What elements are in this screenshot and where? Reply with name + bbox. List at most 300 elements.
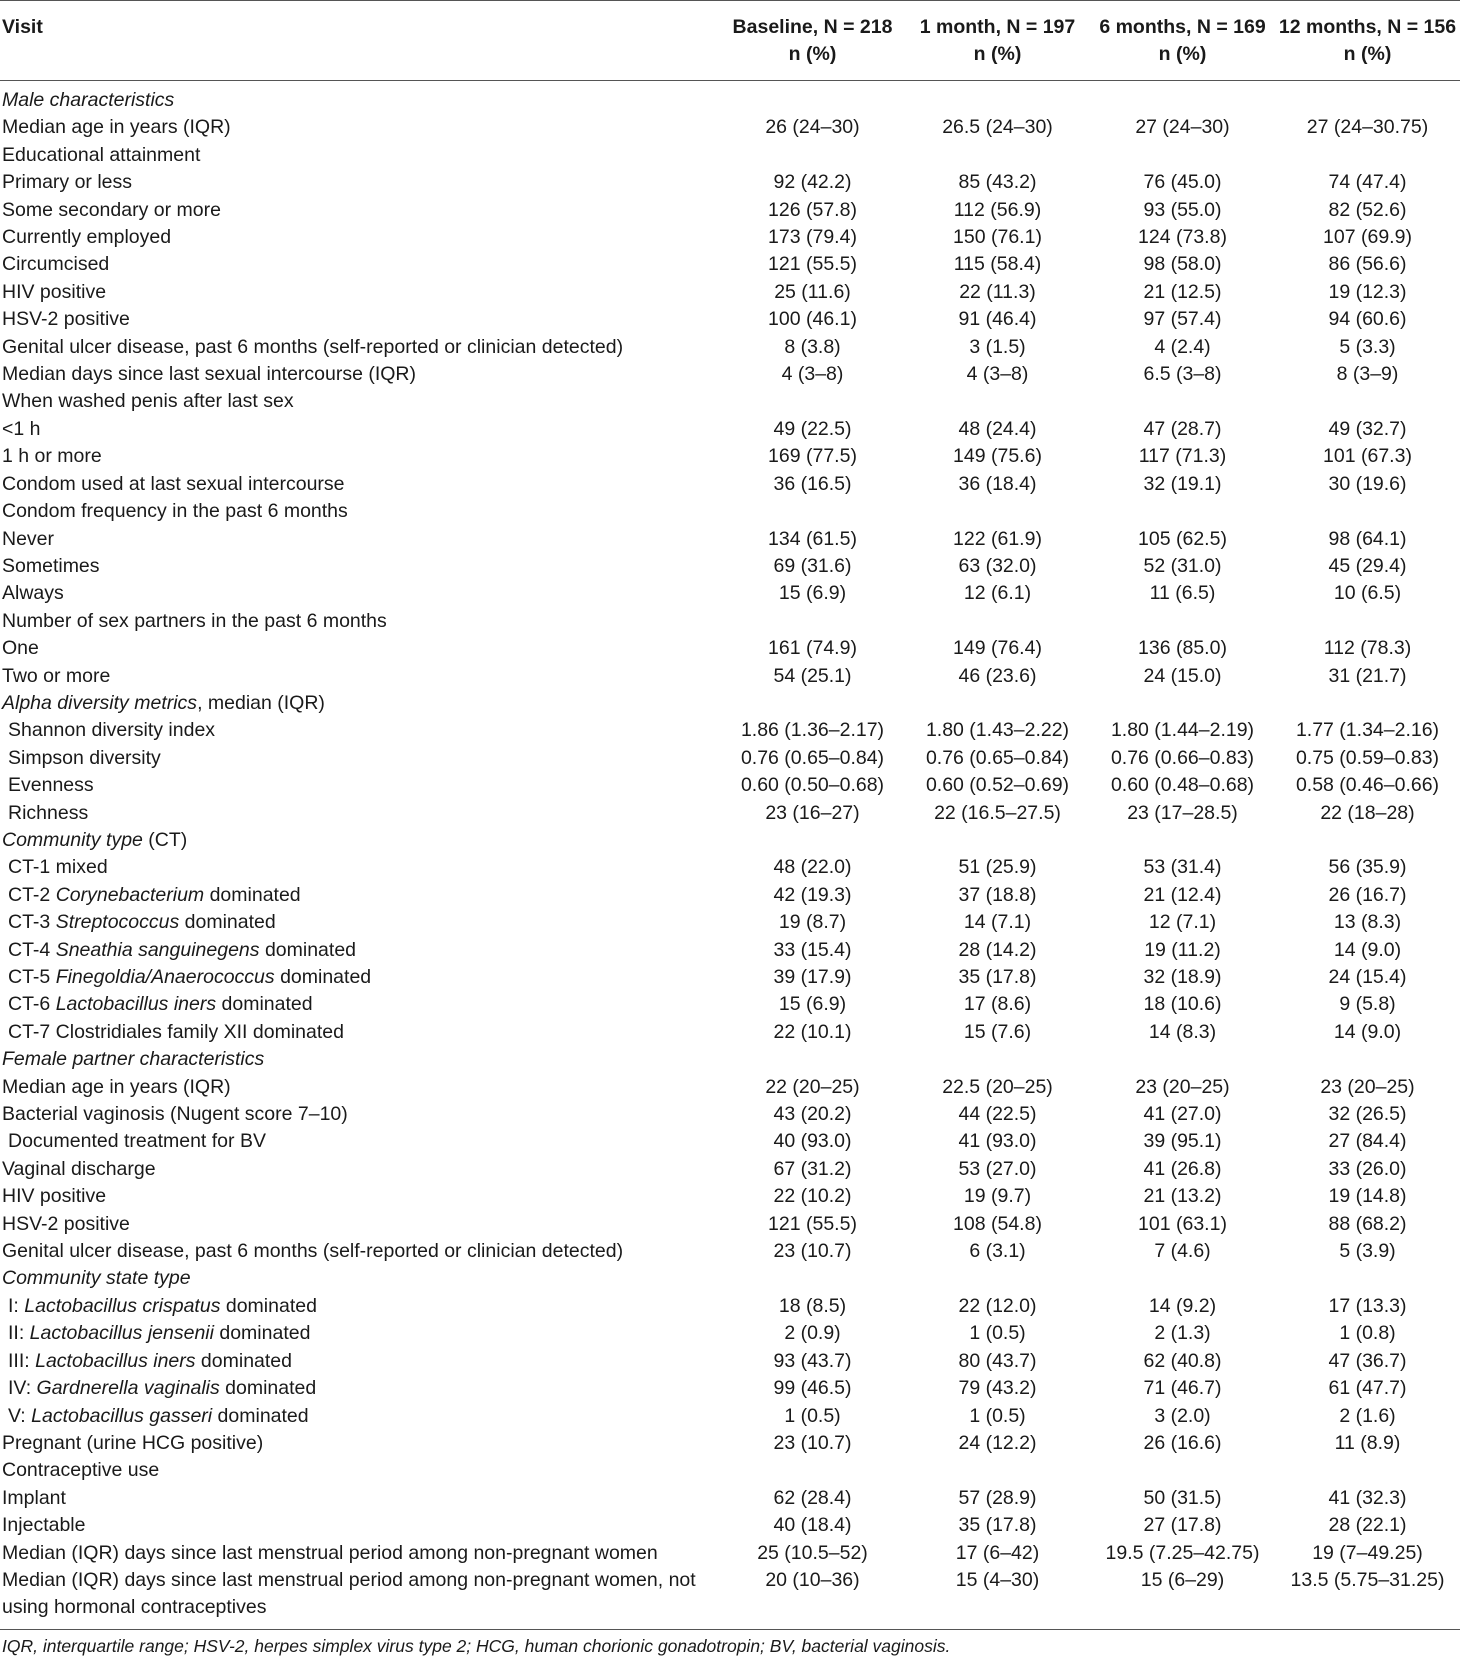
value-cell	[905, 1457, 1090, 1484]
row-label	[0, 882, 720, 909]
italic-label-part: Lactobacillus iners	[35, 1349, 196, 1372]
row-label: Richness	[8, 801, 89, 824]
value-cell: 33 (26.0)	[1328, 1157, 1407, 1180]
value-cell: 24 (12.2)	[958, 1431, 1037, 1454]
value-cell: 1.86 (1.36–2.17)	[740, 719, 885, 742]
baseline-column-header	[720, 1, 905, 81]
value-cell	[720, 498, 905, 525]
value-cell: 79 (43.2)	[958, 1377, 1037, 1400]
value-cell	[720, 81, 905, 115]
label-part: , median (IQR)	[197, 691, 325, 714]
row-label: Condom frequency in the past 6 months	[2, 500, 348, 523]
row-label: Genital ulcer disease, past 6 months (self-reported or clinician detected)	[2, 1240, 624, 1263]
value-cell: 48 (24.4)	[958, 417, 1037, 440]
value-cell: 63 (32.0)	[958, 554, 1037, 577]
value-cell	[905, 81, 1090, 115]
value-cell: 1.80 (1.44–2.19)	[1110, 719, 1255, 742]
value-cell: 47 (36.7)	[1328, 1349, 1407, 1372]
value-cell: 23 (17–28.5)	[1127, 801, 1238, 824]
value-cell	[1090, 608, 1275, 635]
value-cell: 22 (11.3)	[959, 280, 1036, 303]
value-cell: 20 (10–36)	[765, 1568, 860, 1591]
value-cell: 27 (24–30)	[1135, 116, 1230, 139]
label-part: dominated	[219, 1377, 317, 1400]
value-cell: 61 (47.7)	[1328, 1377, 1407, 1400]
row-label	[0, 1320, 720, 1347]
value-cell	[905, 498, 1090, 525]
value-cell: 40 (93.0)	[773, 1130, 852, 1153]
italic-label-part: Sneathia sanguinegens	[55, 938, 260, 961]
value-cell: 25 (10.5–52)	[757, 1541, 868, 1564]
value-cell: 98 (64.1)	[1328, 527, 1407, 550]
row-label	[0, 1265, 720, 1292]
value-cell: 101 (67.3)	[1323, 445, 1412, 468]
table-row	[0, 1183, 1460, 1210]
label-part: dominated	[213, 1322, 311, 1345]
row-label: Injectable	[2, 1514, 86, 1537]
value-cell: 99 (46.5)	[773, 1377, 852, 1400]
value-cell: 46 (23.6)	[958, 664, 1037, 687]
value-cell: 71 (46.7)	[1143, 1377, 1222, 1400]
label-part: CT-4	[8, 938, 56, 961]
table-row	[0, 827, 1460, 854]
column-header-unit: n (%)	[788, 43, 837, 65]
row-label	[0, 1403, 720, 1430]
value-cell: 28 (14.2)	[958, 938, 1037, 961]
value-cell: 149 (76.4)	[953, 637, 1042, 660]
table-row	[0, 909, 1460, 936]
italic-label-part: Alpha diversity metrics	[2, 691, 198, 714]
value-cell: 101 (63.1)	[1138, 1212, 1227, 1235]
value-cell: 53 (31.4)	[1143, 856, 1222, 879]
label-part: dominated	[216, 993, 313, 1016]
value-cell: 44 (22.5)	[958, 1103, 1037, 1126]
table-row	[0, 663, 1460, 690]
column-header-label: 1 month, N = 197	[919, 16, 1076, 38]
value-cell: 26 (16.6)	[1143, 1431, 1222, 1454]
value-cell: 121 (55.5)	[768, 253, 857, 276]
table-row	[0, 964, 1460, 991]
value-cell: 24 (15.0)	[1143, 664, 1222, 687]
row-label	[0, 1293, 720, 1320]
value-cell: 0.60 (0.50–0.68)	[740, 774, 885, 797]
table-row	[0, 1046, 1460, 1073]
value-cell: 121 (55.5)	[768, 1212, 857, 1235]
value-cell: 41 (93.0)	[958, 1130, 1037, 1153]
value-cell: 14 (9.0)	[1333, 938, 1402, 961]
column-header-label: 6 months, N = 169	[1099, 16, 1266, 38]
value-cell: 2 (0.9)	[784, 1322, 841, 1345]
row-label: Evenness	[8, 774, 94, 797]
label-part: V:	[8, 1404, 32, 1427]
value-cell: 62 (40.8)	[1143, 1349, 1222, 1372]
value-cell: 26.5 (24–30)	[942, 116, 1053, 139]
value-cell: 51 (25.9)	[958, 856, 1037, 879]
table-row	[0, 279, 1460, 306]
table-row	[0, 1211, 1460, 1238]
value-cell: 4 (3–8)	[781, 363, 844, 386]
value-cell: 23 (10.7)	[773, 1240, 852, 1263]
value-cell: 0.75 (0.59–0.83)	[1295, 746, 1440, 769]
value-cell: 25 (11.6)	[774, 280, 851, 303]
value-cell: 14 (9.0)	[1333, 1020, 1402, 1043]
table-row	[0, 306, 1460, 333]
value-cell: 41 (27.0)	[1143, 1103, 1222, 1126]
value-cell: 67 (31.2)	[773, 1157, 852, 1180]
value-cell: 27 (17.8)	[1143, 1514, 1222, 1537]
value-cell: 14 (7.1)	[963, 911, 1032, 934]
value-cell: 3 (2.0)	[1154, 1404, 1211, 1427]
italic-label-part: Finegoldia/Anaerococcus	[55, 966, 275, 988]
table-row	[0, 608, 1460, 635]
value-cell: 1 (0.5)	[969, 1404, 1026, 1427]
value-cell: 6.5 (3–8)	[1143, 363, 1222, 386]
table-row	[0, 169, 1460, 196]
value-cell: 74 (47.4)	[1328, 171, 1407, 194]
table-row	[0, 1348, 1460, 1375]
row-label	[0, 81, 720, 115]
table-row	[0, 882, 1460, 909]
value-cell	[1275, 690, 1460, 717]
italic-label-part: Lactobacillus iners	[55, 993, 217, 1016]
value-cell: 4 (2.4)	[1154, 335, 1211, 358]
row-label: Genital ulcer disease, past 6 months (self-reported or clinician detected)	[2, 335, 624, 358]
value-cell: 115 (58.4)	[953, 253, 1042, 276]
table-row	[0, 1265, 1460, 1292]
value-cell	[1090, 388, 1275, 415]
value-cell: 122 (61.9)	[953, 527, 1042, 550]
value-cell	[905, 690, 1090, 717]
row-label: Median days since last sexual intercourse (IQR)	[2, 363, 417, 386]
value-cell: 107 (69.9)	[1323, 226, 1412, 249]
value-cell	[1090, 827, 1275, 854]
value-cell: 52 (31.0)	[1143, 554, 1222, 577]
label-part: dominated	[259, 938, 357, 961]
value-cell: 0.58 (0.46–0.66)	[1295, 774, 1440, 797]
value-cell: 93 (43.7)	[773, 1349, 852, 1372]
value-cell: 19 (9.7)	[963, 1185, 1032, 1208]
value-cell: 22.5 (20–25)	[942, 1075, 1053, 1098]
label-part: CT-5	[8, 966, 56, 988]
value-cell: 41 (26.8)	[1143, 1157, 1222, 1180]
value-cell: 35 (17.8)	[958, 966, 1037, 988]
one-month-column-header	[905, 1, 1090, 81]
row-label: Two or more	[2, 664, 111, 687]
table-row	[0, 1457, 1460, 1484]
row-label: HSV-2 positive	[2, 308, 130, 331]
value-cell: 26 (16.7)	[1328, 883, 1407, 906]
row-label	[0, 827, 720, 854]
table-row	[0, 388, 1460, 415]
value-cell: 105 (62.5)	[1138, 527, 1227, 550]
value-cell: 1 (0.5)	[969, 1322, 1026, 1345]
row-label: Sometimes	[2, 554, 100, 577]
label-part: dominated	[274, 966, 372, 988]
value-cell: 56 (35.9)	[1328, 856, 1407, 879]
value-cell: 19 (7–49.25)	[1312, 1541, 1423, 1564]
row-label: Primary or less	[2, 171, 133, 194]
value-cell	[1275, 1265, 1460, 1292]
value-cell: 2 (1.6)	[1339, 1404, 1396, 1427]
row-label: 1 h or more	[2, 445, 102, 468]
value-cell: 15 (6.9)	[778, 993, 847, 1016]
value-cell: 4 (3–8)	[966, 363, 1029, 386]
six-months-column-header	[1090, 1, 1275, 81]
value-cell: 28 (22.1)	[1328, 1514, 1407, 1537]
table-row	[0, 580, 1460, 607]
value-cell: 32 (18.9)	[1143, 966, 1222, 988]
value-cell: 0.76 (0.65–0.84)	[740, 746, 885, 769]
row-label: Median (IQR) days since last menstrual period among non-pregnant women, not using hormonal contraceptives	[2, 1568, 696, 1618]
column-header-label: Baseline, N = 218	[732, 16, 893, 38]
row-label	[0, 937, 720, 964]
value-cell: 136 (85.0)	[1138, 637, 1227, 660]
table-row	[0, 772, 1460, 799]
value-cell: 12 (6.1)	[963, 582, 1032, 605]
row-label	[0, 1348, 720, 1375]
value-cell: 21 (13.2)	[1143, 1185, 1222, 1208]
row-label: Condom used at last sexual intercourse	[2, 472, 345, 495]
value-cell: 13 (8.3)	[1333, 911, 1402, 934]
table-header	[0, 1, 1460, 81]
value-cell: 19 (12.3)	[1328, 280, 1407, 303]
value-cell: 86 (56.6)	[1328, 253, 1407, 276]
value-cell: 169 (77.5)	[768, 445, 857, 468]
value-cell	[1275, 608, 1460, 635]
value-cell	[720, 690, 905, 717]
italic-label-part: Lactobacillus jensenii	[29, 1322, 214, 1345]
value-cell: 112 (56.9)	[953, 198, 1042, 221]
label-part: II:	[8, 1322, 30, 1345]
table-row	[0, 334, 1460, 361]
value-cell: 32 (19.1)	[1143, 472, 1222, 495]
label-part: dominated	[212, 1404, 309, 1427]
value-cell: 18 (8.5)	[778, 1294, 847, 1317]
header-row	[0, 1, 1460, 81]
value-cell: 124 (73.8)	[1138, 226, 1227, 249]
value-cell: 47 (28.7)	[1143, 417, 1222, 440]
italic-label-part: Female partner characteristics	[2, 1048, 265, 1071]
value-cell: 15 (6.9)	[778, 582, 847, 605]
row-label: Shannon diversity index	[8, 719, 216, 742]
value-cell: 48 (22.0)	[773, 856, 852, 879]
value-cell: 3 (1.5)	[969, 335, 1026, 358]
value-cell: 76 (45.0)	[1143, 171, 1222, 194]
value-cell: 85 (43.2)	[958, 171, 1037, 194]
value-cell	[720, 1457, 905, 1484]
value-cell: 1 (0.8)	[1339, 1322, 1396, 1345]
row-label: Contraceptive use	[2, 1459, 160, 1482]
value-cell: 1.77 (1.34–2.16)	[1295, 719, 1440, 742]
value-cell: 126 (57.8)	[768, 198, 857, 221]
table-body	[0, 81, 1460, 1630]
value-cell	[1090, 1265, 1275, 1292]
value-cell: 14 (9.2)	[1148, 1294, 1217, 1317]
value-cell: 10 (6.5)	[1333, 582, 1402, 605]
table-row	[0, 1156, 1460, 1183]
value-cell	[1090, 81, 1275, 115]
label-part: III:	[8, 1349, 36, 1372]
label-part: dominated	[179, 911, 276, 934]
value-cell: 19 (14.8)	[1328, 1185, 1407, 1208]
value-cell: 17 (13.3)	[1328, 1294, 1407, 1317]
table-row	[0, 1019, 1460, 1046]
label-part: I:	[8, 1294, 25, 1317]
value-cell: 1 (0.5)	[784, 1404, 841, 1427]
table-row	[0, 854, 1460, 881]
table-row	[0, 553, 1460, 580]
value-cell: 30 (19.6)	[1328, 472, 1407, 495]
value-cell: 49 (32.7)	[1328, 417, 1407, 440]
value-cell: 17 (8.6)	[963, 993, 1032, 1016]
value-cell: 80 (43.7)	[958, 1349, 1037, 1372]
row-label: <1 h	[2, 417, 41, 440]
value-cell: 36 (16.5)	[773, 472, 852, 495]
row-label: Never	[2, 527, 55, 550]
value-cell: 21 (12.5)	[1143, 280, 1222, 303]
table-row	[0, 416, 1460, 443]
row-label: Median age in years (IQR)	[2, 116, 231, 139]
table-row	[0, 443, 1460, 470]
table-row	[0, 937, 1460, 964]
table-row	[0, 1293, 1460, 1320]
table-row	[0, 1238, 1460, 1265]
value-cell: 35 (17.8)	[958, 1514, 1037, 1537]
row-label	[0, 1375, 720, 1402]
value-cell: 112 (78.3)	[1323, 637, 1412, 660]
value-cell: 19.5 (7.25–42.75)	[1105, 1541, 1260, 1564]
label-part: dominated	[220, 1294, 317, 1317]
value-cell: 17 (6–42)	[955, 1541, 1040, 1564]
value-cell: 15 (6–29)	[1140, 1568, 1225, 1591]
table-row	[0, 1403, 1460, 1430]
value-cell: 0.60 (0.52–0.69)	[925, 774, 1070, 797]
value-cell	[1090, 142, 1275, 169]
label-part: CT-2	[8, 883, 56, 906]
table-row	[0, 361, 1460, 388]
value-cell: 50 (31.5)	[1143, 1486, 1222, 1509]
value-cell: 42 (19.3)	[773, 883, 852, 906]
table-row	[0, 498, 1460, 525]
value-cell: 5 (3.9)	[1339, 1240, 1396, 1263]
value-cell: 161 (74.9)	[768, 637, 857, 660]
twelve-months-column-header	[1275, 1, 1460, 81]
column-header-label: 12 months, N = 156	[1278, 16, 1457, 38]
italic-label-part: Community type	[2, 828, 143, 851]
value-cell: 1.80 (1.43–2.22)	[925, 719, 1070, 742]
visit-column-header: Visit	[2, 16, 43, 38]
value-cell	[720, 142, 905, 169]
table-row	[0, 526, 1460, 553]
value-cell: 21 (12.4)	[1143, 883, 1222, 906]
value-cell: 39 (95.1)	[1143, 1130, 1222, 1153]
value-cell: 49 (22.5)	[773, 417, 852, 440]
row-label: Currently employed	[2, 226, 172, 249]
italic-label-part: Lactobacillus crispatus	[24, 1294, 221, 1317]
table-row	[0, 745, 1460, 772]
table-row	[0, 224, 1460, 251]
value-cell: 19 (11.2)	[1144, 938, 1221, 961]
row-label: Bacterial vaginosis (Nugent score 7–10)	[2, 1103, 348, 1126]
value-cell: 97 (57.4)	[1143, 308, 1222, 331]
table-footnote: IQR, interquartile range; HSV-2, herpes simplex virus type 2; HCG, human chorionic gonadotropin; BV, bacterial vaginosis.	[2, 1635, 951, 1656]
value-cell: 43 (20.2)	[773, 1103, 852, 1126]
table-row	[0, 717, 1460, 744]
table-row	[0, 1128, 1460, 1155]
value-cell: 62 (28.4)	[773, 1486, 852, 1509]
value-cell	[720, 608, 905, 635]
value-cell: 45 (29.4)	[1328, 554, 1407, 577]
value-cell: 36 (18.4)	[958, 472, 1037, 495]
row-label: Documented treatment for BV	[8, 1130, 266, 1153]
value-cell: 5 (3.3)	[1339, 335, 1396, 358]
value-cell: 11 (6.5)	[1149, 582, 1216, 605]
row-label	[0, 991, 720, 1018]
value-cell	[720, 1046, 905, 1073]
value-cell: 150 (76.1)	[953, 226, 1042, 249]
value-cell: 37 (18.8)	[958, 883, 1037, 906]
row-label: CT-7 Clostridiales family XII dominated	[8, 1020, 344, 1043]
value-cell	[1090, 1046, 1275, 1073]
value-cell: 53 (27.0)	[958, 1157, 1037, 1180]
value-cell	[905, 608, 1090, 635]
table-row	[0, 1375, 1460, 1402]
table-row	[0, 251, 1460, 278]
row-label: Vaginal discharge	[2, 1157, 156, 1180]
value-cell	[720, 827, 905, 854]
value-cell: 8 (3–9)	[1336, 363, 1399, 386]
value-cell: 23 (20–25)	[1320, 1075, 1415, 1098]
value-cell: 15 (4–30)	[955, 1568, 1040, 1591]
row-label: Implant	[2, 1486, 66, 1509]
value-cell: 33 (15.4)	[773, 938, 852, 961]
value-cell: 24 (15.4)	[1328, 966, 1407, 988]
value-cell: 39 (17.9)	[773, 966, 852, 988]
italic-label-part: Streptococcus	[55, 911, 180, 934]
value-cell: 12 (7.1)	[1148, 911, 1217, 934]
value-cell	[905, 142, 1090, 169]
table-row	[0, 690, 1460, 717]
value-cell: 54 (25.1)	[773, 664, 852, 687]
italic-label-part: Male characteristics	[2, 89, 175, 111]
value-cell: 88 (68.2)	[1328, 1212, 1407, 1235]
column-header-unit: n (%)	[1343, 43, 1392, 65]
table-row	[0, 1430, 1460, 1457]
value-cell: 27 (24–30.75)	[1306, 116, 1429, 139]
table-row	[0, 81, 1460, 115]
value-cell	[1275, 142, 1460, 169]
italic-label-part: Community state type	[2, 1267, 191, 1290]
value-cell	[905, 1046, 1090, 1073]
row-label: HSV-2 positive	[2, 1212, 130, 1235]
value-cell: 98 (58.0)	[1143, 253, 1222, 276]
table-row	[0, 197, 1460, 224]
value-cell: 22 (18–28)	[1320, 801, 1415, 824]
value-cell: 27 (84.4)	[1328, 1130, 1407, 1153]
value-cell: 18 (10.6)	[1143, 993, 1222, 1016]
value-cell: 15 (7.6)	[963, 1020, 1032, 1043]
label-part: CT-6	[8, 993, 56, 1016]
table-row	[0, 1485, 1460, 1512]
value-cell: 2 (1.3)	[1154, 1322, 1211, 1345]
value-cell	[1275, 498, 1460, 525]
value-cell	[1090, 690, 1275, 717]
value-cell: 100 (46.1)	[768, 308, 857, 331]
table-row	[0, 800, 1460, 827]
value-cell: 8 (3.8)	[784, 335, 841, 358]
row-label	[0, 1046, 720, 1073]
value-cell	[1090, 1457, 1275, 1484]
